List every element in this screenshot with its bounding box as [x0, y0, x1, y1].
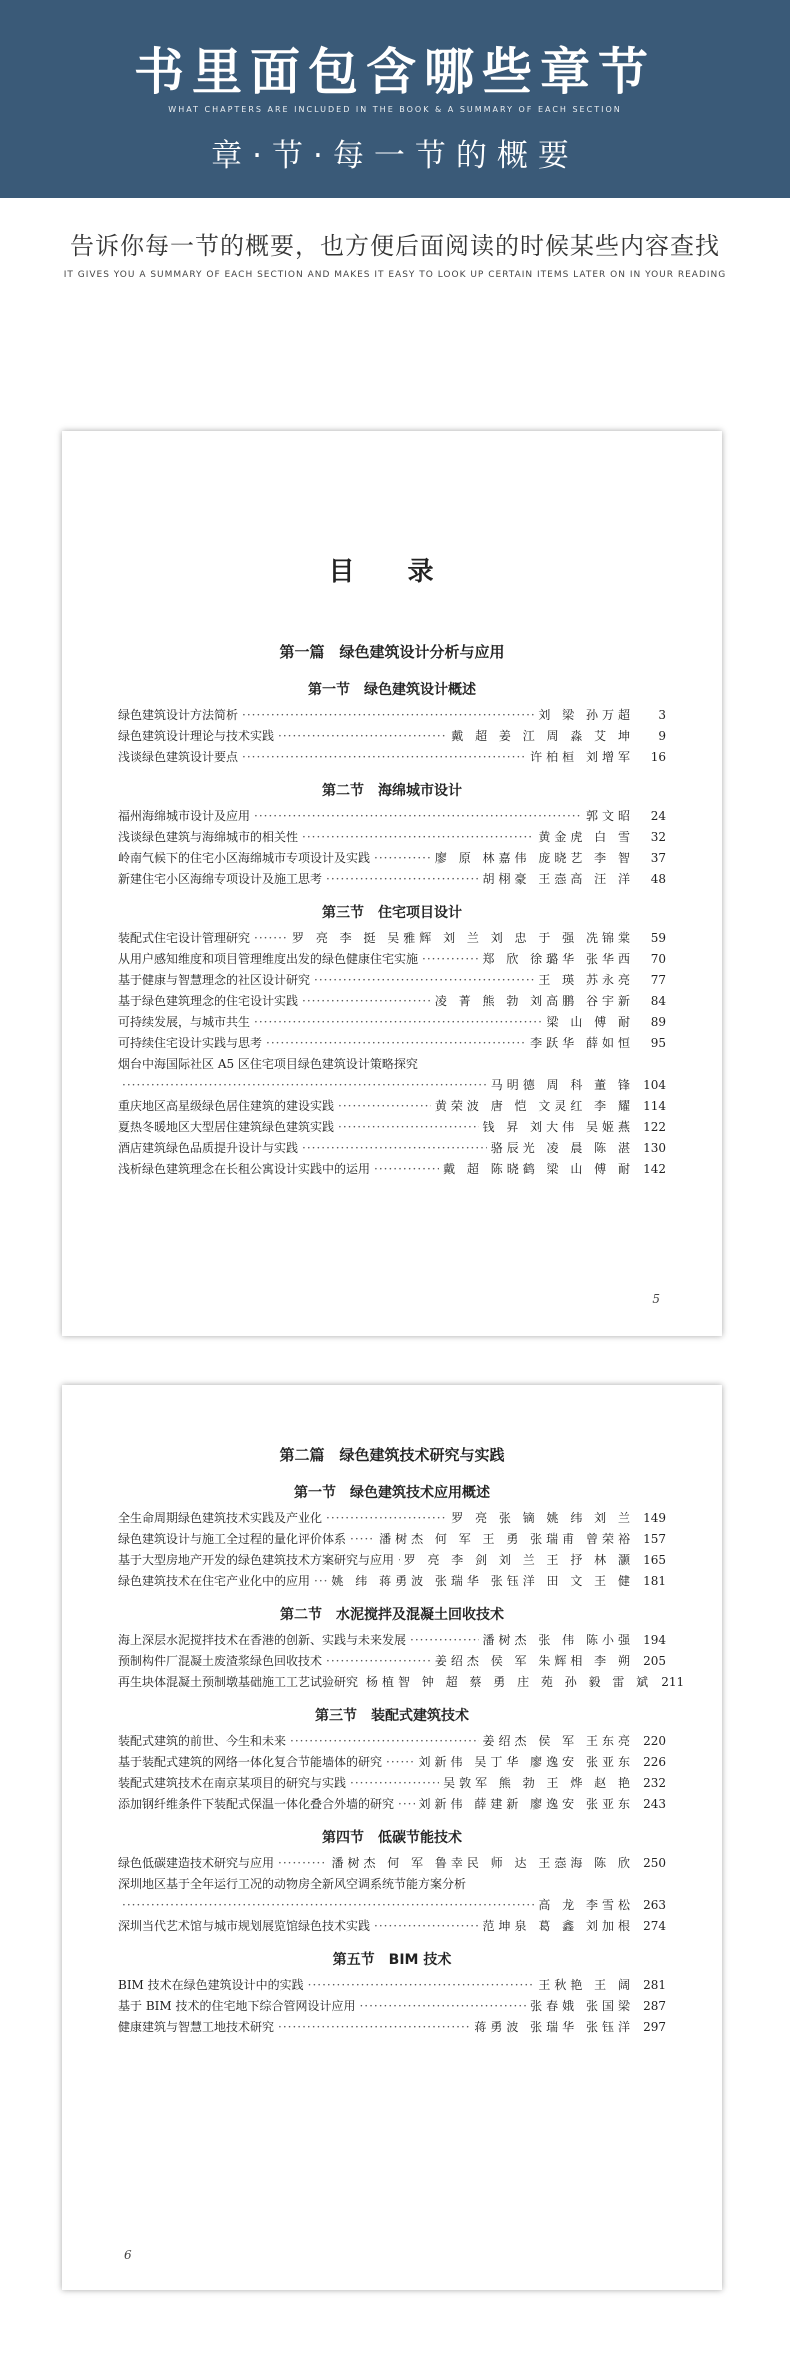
leader-dots	[302, 1138, 487, 1159]
leader-dots	[350, 1529, 375, 1550]
toc-entry-authors: 王 瑛 苏永亮	[538, 973, 634, 987]
toc-entry-authors: 戴 超 姜 江 周 淼 艾 坤	[451, 729, 634, 743]
toc-entry	[118, 1794, 666, 1815]
toc-entry-title: 全生命周期绿色建筑技术实践及产业化	[118, 1511, 323, 1525]
toc-entry-title: 从用户感知维度和项目管理维度出发的绿色健康住宅实施	[118, 952, 419, 966]
toc-entry-page: 165	[643, 1553, 666, 1567]
leader-dots	[122, 1075, 487, 1096]
toc-entry-meta-line	[118, 1895, 666, 1916]
leader-dots	[422, 949, 479, 970]
leader-dots	[386, 1752, 415, 1773]
toc-entry	[118, 806, 666, 827]
toc-entry-title: 可持续住宅设计实践与思考	[118, 1036, 263, 1050]
toc-entry	[118, 1550, 666, 1571]
toc-entry-line	[118, 2017, 666, 2038]
toc-entry	[118, 1996, 666, 2017]
toc-entry	[118, 991, 666, 1012]
part-title: 第二篇 绿色建筑技术研究与实践	[279, 1446, 505, 1464]
toc-entry-title: 浅析绿色建筑理念在长租公寓设计实践中的运用	[118, 1162, 371, 1176]
toc-entry-line	[118, 806, 666, 827]
toc-entry-page: 297	[643, 2020, 666, 2034]
toc-entry-authors: 刘 梁 孙万超	[538, 708, 634, 722]
toc-entry-authors: 钱 昇 刘大伟 吴姬燕	[482, 1120, 634, 1134]
toc-entry	[118, 1571, 666, 1592]
toc-entry-line	[118, 970, 666, 991]
toc-page-1	[62, 431, 722, 1336]
banner-title: 书里面包含哪些章节	[134, 43, 656, 101]
toc-entry-authors: 刘新伟 吴丁华 廖逸安 张亚东	[418, 1755, 634, 1769]
toc-entry-page: 16	[650, 750, 666, 764]
leader-dots	[374, 848, 431, 869]
toc-entry-page: 211	[661, 1675, 685, 1689]
toc-entry-title: 基于 BIM 技术的住宅地下综合管网设计应用	[118, 1999, 356, 2013]
toc-entry	[118, 1672, 685, 1693]
section-title: 第五节 BIM 技术	[332, 1952, 452, 1968]
leader-dots	[302, 991, 431, 1012]
toc-entry-line	[118, 1138, 666, 1159]
toc-entry-line	[118, 1012, 666, 1033]
toc-entry-title: BIM 技术在绿色建筑设计中的实践	[118, 1978, 304, 1992]
toc-entry-authors: 马明德 周 科 董 锋	[490, 1078, 634, 1092]
toc-entry	[118, 1874, 666, 1916]
toc-entry-page: 226	[643, 1755, 666, 1769]
toc-entry-page: 142	[643, 1162, 666, 1176]
toc-entry-line	[118, 1996, 666, 2017]
toc-entry-authors: 凌 菁 熊 勃 刘高鹏 谷宇新	[434, 994, 634, 1008]
section-title: 第四节 低碳节能技术	[322, 1830, 462, 1846]
toc-entry	[118, 1159, 666, 1180]
toc-entry-page: 59	[650, 931, 666, 945]
toc-entry	[118, 1508, 666, 1529]
toc-entry	[118, 1773, 666, 1794]
toc-entry-title: 海上深层水泥搅拌技术在香港的创新、实践与未来发展	[118, 1633, 407, 1647]
toc-entry-title-line	[118, 1054, 666, 1075]
toc-entry	[118, 970, 666, 991]
toc-entry-title: 烟台中海国际社区 A5 区住宅项目绿色建筑设计策略探究	[118, 1057, 418, 1071]
leader-dots	[122, 1895, 534, 1916]
toc-entry-page: 181	[643, 1574, 666, 1588]
toc-entry-line	[118, 928, 666, 949]
leader-dots	[326, 1651, 431, 1672]
toc-entry	[118, 1054, 666, 1096]
toc-entry-title: 绿色建筑设计理论与技术实践	[118, 729, 275, 743]
toc-entry-authors: 黄金虎 白 雪	[538, 830, 634, 844]
toc-entry-line	[118, 1773, 666, 1794]
toc-entry-title: 基于健康与智慧理念的社区设计研究	[118, 973, 311, 987]
toc-entry-authors: 潘树杰 张 伟 陈小强	[482, 1633, 634, 1647]
leader-dots	[302, 827, 534, 848]
leader-dots	[254, 806, 582, 827]
toc-entry-title: 健康建筑与智慧工地技术研究	[118, 2020, 275, 2034]
toc-entry-authors: 高 龙 李雪松	[538, 1898, 634, 1912]
toc-entry-page: 3	[658, 708, 666, 722]
toc-entry-line	[118, 726, 666, 747]
toc-entry-authors: 姜绍杰 侯 军 王东亮	[482, 1734, 634, 1748]
toc-entry-line	[118, 1159, 666, 1180]
toc-entry	[118, 869, 666, 890]
toc-entry-page: 205	[643, 1654, 666, 1668]
toc-entry-line	[118, 1853, 666, 1874]
toc-entry	[118, 2017, 666, 2038]
toc-entry-line	[118, 1752, 666, 1773]
toc-entry-authors: 戴 超 陈晓鹤 梁 山 傅 耐	[443, 1162, 634, 1176]
toc-entry-title: 深圳当代艺术馆与城市规划展览馆绿色技术实践	[118, 1919, 371, 1933]
leader-dots	[308, 1975, 535, 1996]
toc-entry-title: 绿色低碳建造技术研究与应用	[118, 1856, 275, 1870]
toc-entry-line	[118, 1630, 666, 1651]
toc-entry-page: 281	[643, 1978, 666, 1992]
toc-entry-title-line	[118, 1874, 666, 1895]
toc-entry-title: 新建住宅小区海绵专项设计及施工思考	[118, 872, 323, 886]
banner-subtitle-cn: 章·节·每一节的概要	[211, 138, 579, 174]
toc-entry	[118, 1731, 666, 1752]
toc-entry-title: 浅谈绿色建筑与海绵城市的相关性	[118, 830, 299, 844]
toc-entry-page: 84	[650, 994, 666, 1008]
toc-entry-title: 基于装配式建筑的网络一体化复合节能墙体的研究	[118, 1755, 383, 1769]
toc-entry-line	[118, 1117, 666, 1138]
toc-entry-page: 32	[650, 830, 666, 844]
toc-entry-authors: 刘新伟 薛建新 廖逸安 张亚东	[418, 1797, 634, 1811]
toc-entry-title: 酒店建筑绿色品质提升设计与实践	[118, 1141, 299, 1155]
toc-entry	[118, 726, 666, 747]
toc-entry	[118, 848, 666, 869]
toc-entry-title: 装配式建筑的前世、今生和未来	[118, 1734, 287, 1748]
toc-entry-authors: 骆辰光 凌 晨 陈 湛	[490, 1141, 634, 1155]
leader-dots	[266, 1033, 526, 1054]
toc-entry	[118, 1138, 666, 1159]
toc-entry-title: 装配式建筑技术在南京某项目的研究与实践	[118, 1776, 347, 1790]
toc-entry-page: 95	[650, 1036, 666, 1050]
toc-entry-line	[118, 1731, 666, 1752]
toc-entry-authors: 胡栩豪 王悫高 汪 洋	[482, 872, 634, 886]
toc-entry-authors: 吴敦军 熊 勃 王 烨 赵 艳	[443, 1776, 634, 1790]
toc-entry-page: 243	[643, 1797, 666, 1811]
intro-text-en: IT GIVES YOU A SUMMARY OF EACH SECTION AND MAKES IT EASY TO LOOK UP CERTAIN ITEMS LATER ON IN YOUR READING	[63, 270, 727, 280]
toc-entry-page: 274	[643, 1919, 666, 1933]
toc-entry-page: 77	[650, 973, 666, 987]
toc-entry-authors: 潘树杰 何 军 鲁幸民 师 达 王悫海 陈 欣	[331, 1856, 634, 1870]
intro-text-cn: 告诉你每一节的概要，也方便后面阅读的时候某些内容查找	[70, 232, 720, 260]
toc-entry-title: 深圳地区基于全年运行工况的动物房全新风空调系统节能方案分析	[118, 1877, 467, 1891]
toc-entry	[118, 949, 666, 970]
toc-entry	[118, 705, 666, 726]
toc-entry-line	[118, 848, 666, 869]
section-title: 第二节 海绵城市设计	[322, 783, 462, 799]
toc-entry-authors: 姜绍杰 侯 军 朱辉相 李 朔	[434, 1654, 634, 1668]
toc-entry-title: 可持续发展，与城市共生	[118, 1015, 251, 1029]
toc-entry-title: 绿色建筑设计与施工全过程的量化评价体系	[118, 1532, 347, 1546]
leader-dots	[278, 1853, 327, 1874]
toc-entry-authors: 王秋艳 王 阔	[538, 1978, 634, 1992]
toc-entry-page: 232	[643, 1776, 666, 1790]
toc-entry-title: 绿色建筑技术在住宅产业化中的应用	[118, 1574, 311, 1588]
toc-entry-title: 夏热冬暖地区大型居住建筑绿色建筑实践	[118, 1120, 335, 1134]
toc-entry-page: 9	[658, 729, 666, 743]
toc-entry	[118, 1529, 666, 1550]
toc-entry-authors: 罗 亮 张 镝 姚 纬 刘 兰	[451, 1511, 634, 1525]
section-title: 第三节 装配式建筑技术	[315, 1708, 469, 1724]
toc-entry-authors: 范坤泉 葛 鑫 刘加根	[482, 1919, 634, 1933]
toc-entry	[118, 747, 666, 768]
toc-entry-authors: 罗 亮 李 剑 刘 兰 王 抒 林 灏	[403, 1553, 634, 1567]
toc-entry-page: 220	[643, 1734, 666, 1748]
toc-entry-title: 岭南气候下的住宅小区海绵城市专项设计及实践	[118, 851, 371, 865]
toc-entry	[118, 1752, 666, 1773]
toc-entry-title: 预制构件厂混凝土废渣浆绿色回收技术	[118, 1654, 323, 1668]
toc-heading: 目 录	[328, 557, 456, 587]
section-title: 第一节 绿色建筑设计概述	[308, 682, 476, 698]
toc-entry-page: 37	[650, 851, 666, 865]
leader-dots	[278, 2017, 470, 2038]
toc-entry-line	[118, 1571, 666, 1592]
toc-entry	[118, 827, 666, 848]
toc-entry-line	[118, 1508, 666, 1529]
leader-dots	[326, 869, 479, 890]
toc-entry-title: 绿色建筑设计方法简析	[118, 708, 239, 722]
toc-entry-line	[118, 1672, 685, 1693]
leader-dots	[326, 1508, 447, 1529]
toc-entry-line	[118, 991, 666, 1012]
toc-entry-line	[118, 1550, 666, 1571]
toc-content	[118, 637, 666, 1180]
leader-dots	[398, 1794, 415, 1815]
toc-entry-page: 250	[643, 1856, 666, 1870]
section-title: 第三节 住宅项目设计	[322, 905, 462, 921]
leader-dots	[290, 1731, 479, 1752]
toc-entry-authors: 姚 纬 蒋勇波 张瑞华 张钰洋 田 文 王 健	[331, 1574, 634, 1588]
part-title: 第一篇 绿色建筑设计分析与应用	[279, 643, 505, 661]
toc-page-2	[62, 1385, 722, 2290]
toc-entry-authors: 黄荣波 唐 恺 文灵红 李 耀	[434, 1099, 634, 1113]
toc-entry-title: 福州海绵城市设计及应用	[118, 809, 251, 823]
toc-entry	[118, 1117, 666, 1138]
toc-entry	[118, 1012, 666, 1033]
leader-dots	[398, 1550, 400, 1571]
toc-entry	[118, 1033, 666, 1054]
leader-dots	[242, 705, 534, 726]
toc-entry-line	[118, 1975, 666, 1996]
toc-entry-page: 89	[650, 1015, 666, 1029]
leader-dots	[242, 747, 526, 768]
toc-entry-title: 浅谈绿色建筑设计要点	[118, 750, 239, 764]
section-title: 第二节 水泥搅拌及混凝土回收技术	[280, 1607, 504, 1623]
toc-entry	[118, 1975, 666, 1996]
toc-entry-page: 48	[650, 872, 666, 886]
toc-entry-page: 287	[643, 1999, 666, 2013]
toc-entry-line	[118, 1529, 666, 1550]
toc-entry	[118, 1853, 666, 1874]
leader-dots	[359, 1996, 526, 2017]
page-number: 5	[652, 1292, 660, 1306]
toc-entry-page: 130	[643, 1141, 666, 1155]
banner-subtitle-en: WHAT CHAPTERS ARE INCLUDED IN THE BOOK & A SUMMARY OF EACH SECTION	[168, 105, 622, 114]
toc-entry-authors: 梁 山 傅 耐	[546, 1015, 634, 1029]
section-title: 第一节 绿色建筑技术应用概述	[294, 1485, 490, 1501]
toc-entry-page: 24	[650, 809, 666, 823]
leader-dots	[314, 970, 534, 991]
toc-entry-authors: 杨植智 钟 超 蔡 勇 庄 苑 孙 毅 雷 斌	[366, 1675, 653, 1689]
toc-entry-line	[118, 869, 666, 890]
toc-entry-line	[118, 1033, 666, 1054]
toc-entry-title: 基于大型房地产开发的绿色建筑技术方案研究与应用	[118, 1553, 395, 1567]
toc-entry-page: 194	[643, 1633, 666, 1647]
toc-entry-line	[118, 747, 666, 768]
toc-entry-title: 添加钢纤维条件下装配式保温一体化叠合外墙的研究	[118, 1797, 395, 1811]
toc-entry	[118, 1630, 666, 1651]
leader-dots	[254, 1012, 543, 1033]
leader-dots	[338, 1117, 479, 1138]
toc-entry-line	[118, 1794, 666, 1815]
page-number: 6	[124, 2248, 132, 2262]
toc-entry-page: 263	[643, 1898, 666, 1912]
toc-entry-page: 70	[650, 952, 666, 966]
toc-entry	[118, 1916, 666, 1937]
toc-entry-title: 装配式住宅设计管理研究	[118, 931, 251, 945]
toc-entry-authors: 郭文昭	[585, 809, 634, 823]
toc-entry-authors: 张春娥 张国梁	[530, 1999, 634, 2013]
toc-entry-title: 再生块体混凝土预制墩基础施工工艺试验研究	[118, 1675, 359, 1689]
toc-entry-line	[118, 1096, 666, 1117]
toc-entry-authors: 许柏桓 刘增军	[530, 750, 634, 764]
toc-entry-page: 104	[643, 1078, 666, 1092]
toc-entry-page: 122	[643, 1120, 666, 1134]
toc-entry	[118, 1096, 666, 1117]
leader-dots	[314, 1571, 327, 1592]
toc-entry	[118, 1651, 666, 1672]
toc-entry-page: 157	[643, 1532, 666, 1546]
toc-entry-authors: 郑 欣 徐璐华 张华西	[482, 952, 634, 966]
leader-dots	[350, 1773, 439, 1794]
toc-entry	[118, 928, 666, 949]
toc-entry-title: 基于绿色建筑理念的住宅设计实践	[118, 994, 299, 1008]
toc-entry-authors: 蒋勇波 张瑞华 张钰洋	[474, 2020, 634, 2034]
toc-entry-authors: 廖 原 林嘉伟 庞晓艺 李 智	[434, 851, 634, 865]
toc-entry-line	[118, 1916, 666, 1937]
toc-entry-authors: 李跃华 薛如恒	[530, 1036, 634, 1050]
toc-entry-meta-line	[118, 1075, 666, 1096]
leader-dots	[338, 1096, 431, 1117]
header-banner	[0, 0, 790, 198]
leader-dots	[374, 1916, 479, 1937]
leader-dots	[278, 726, 447, 747]
toc-entry-page: 149	[643, 1511, 666, 1525]
toc-entry-line	[118, 949, 666, 970]
toc-entry-page: 114	[643, 1099, 666, 1113]
toc-entry-line	[118, 705, 666, 726]
toc-entry-line	[118, 827, 666, 848]
leader-dots	[410, 1630, 479, 1651]
toc-entry-title: 重庆地区高星级绿色居住建筑的建设实践	[118, 1099, 335, 1113]
leader-dots	[254, 928, 288, 949]
leader-dots	[374, 1159, 439, 1180]
toc-entry-authors: 罗 亮 李 挺 吴雅辉 刘 兰 刘 忠 于 强 冼锦棠	[292, 931, 634, 945]
toc-entry-line	[118, 1651, 666, 1672]
toc-content	[118, 1440, 685, 2038]
toc-entry-authors: 潘树杰 何 军 王 勇 张瑞甫 曾荣裕	[379, 1532, 634, 1546]
